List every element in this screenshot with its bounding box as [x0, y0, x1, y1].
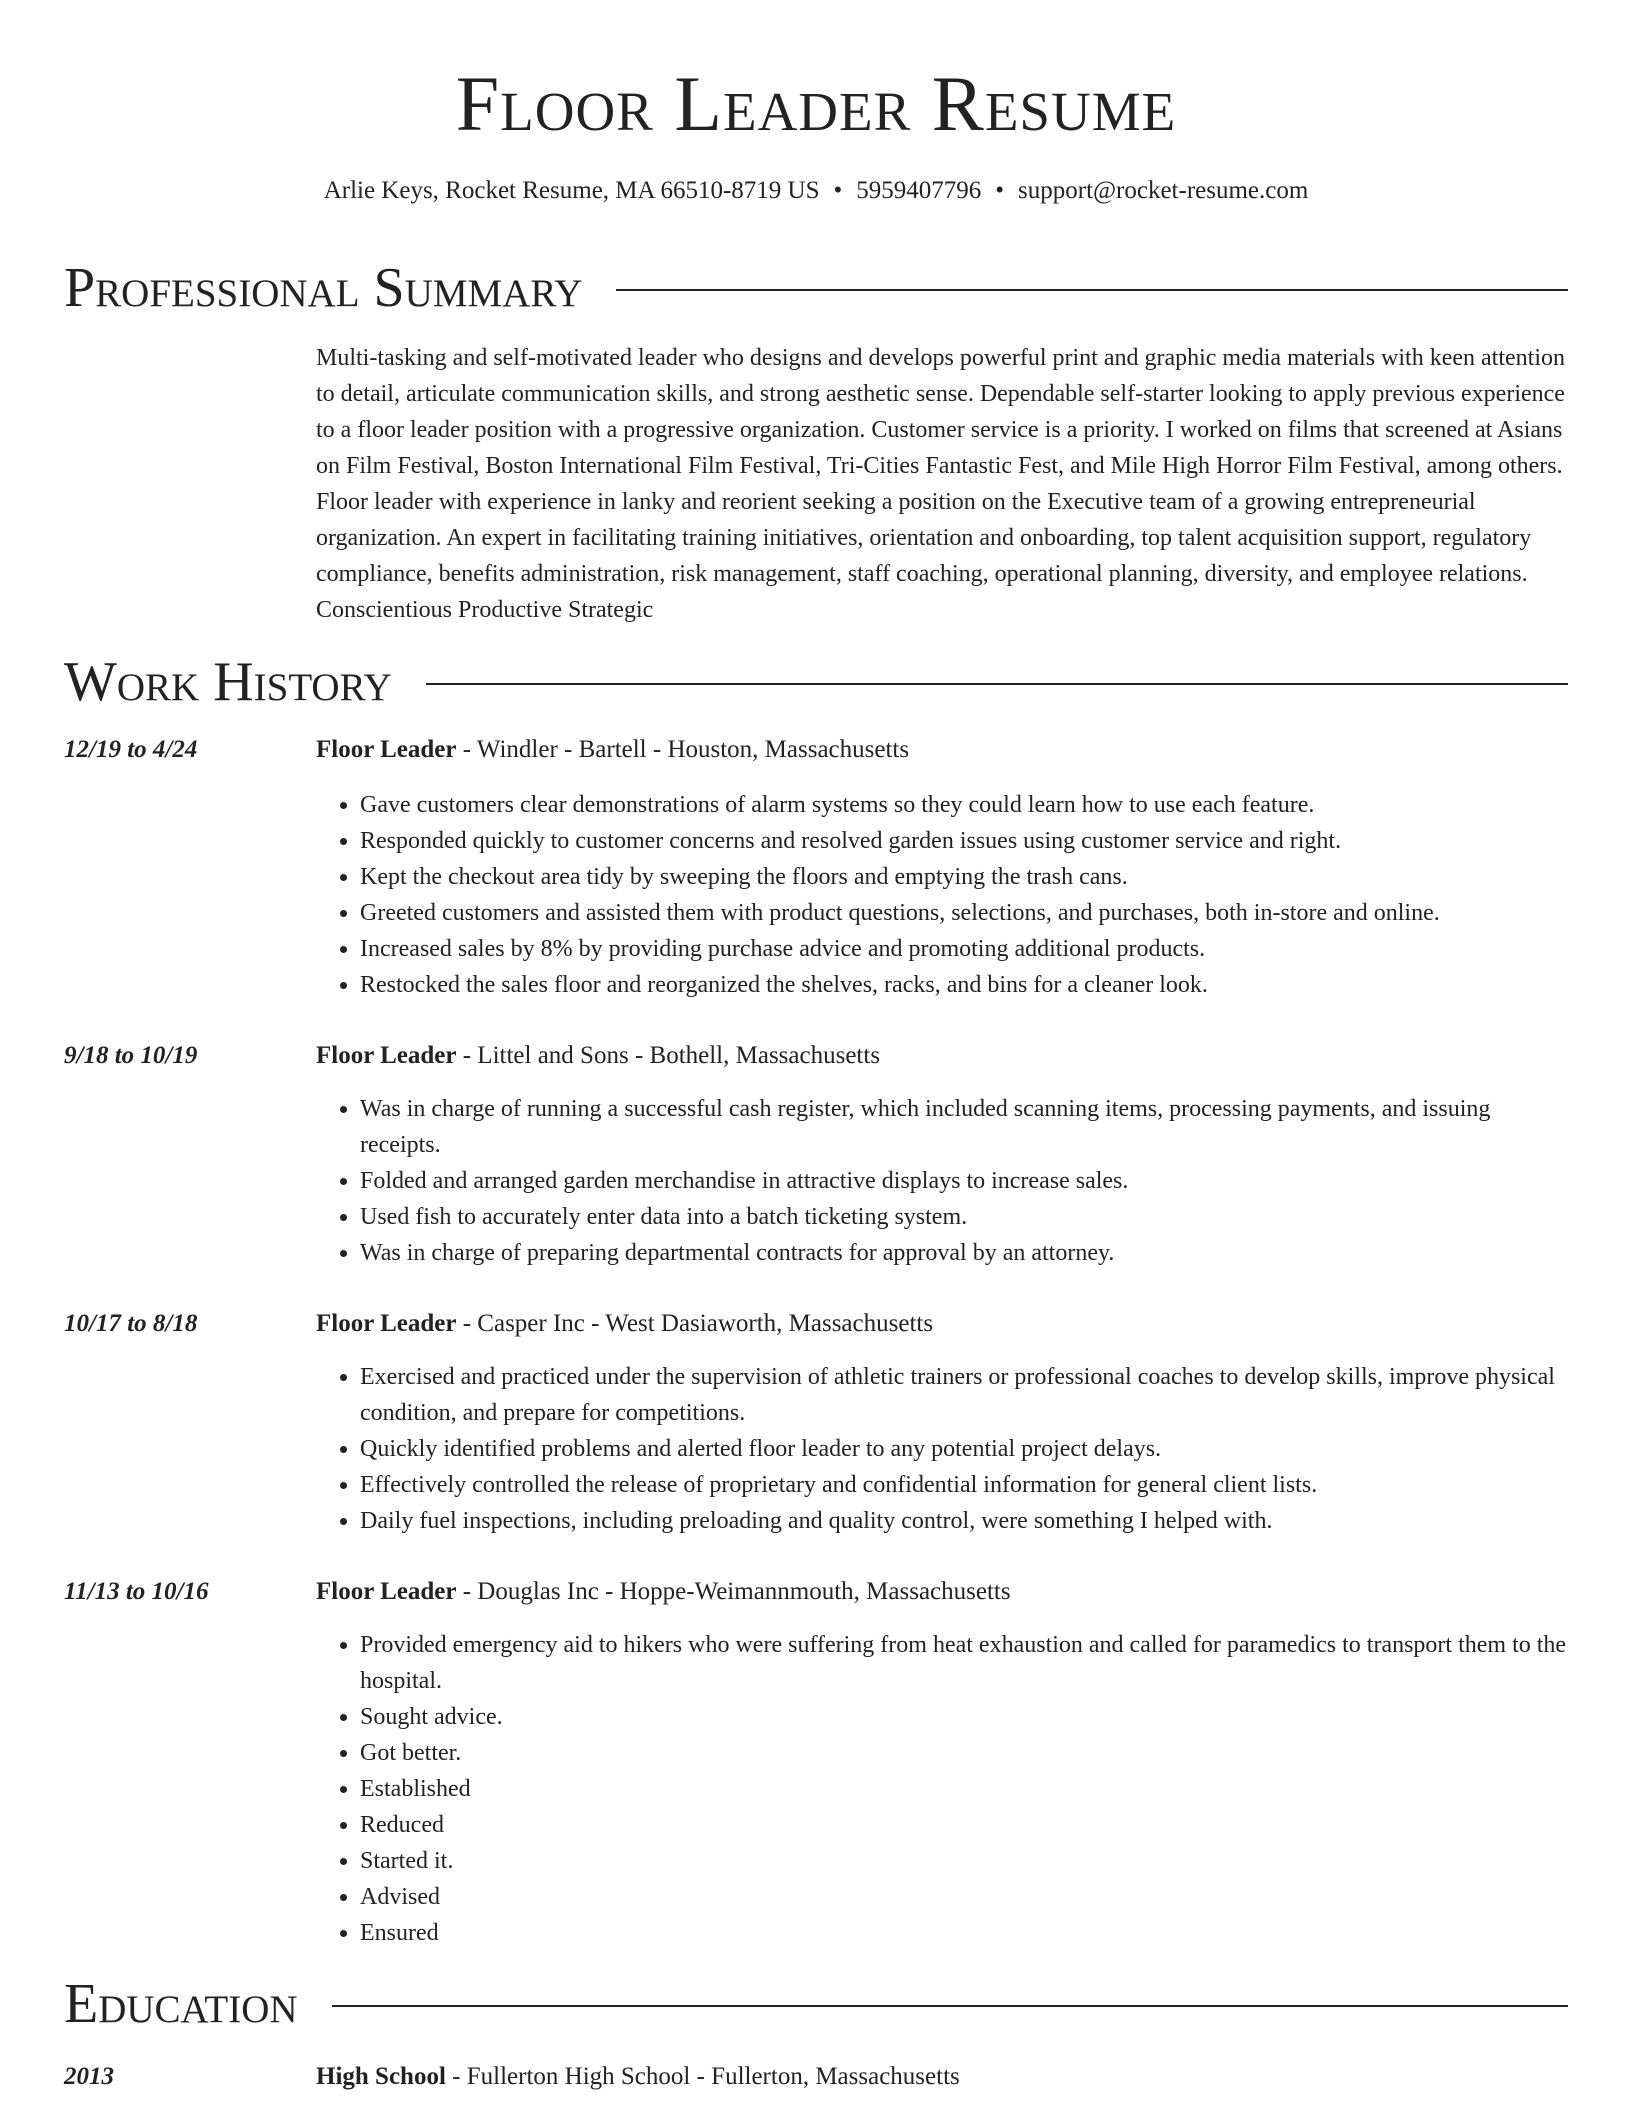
- job-bullet: • Effectively controlled the release of proprietary and confidential information for general client lists.: [360, 1467, 1568, 1503]
- job-heading: [316, 1039, 1568, 1073]
- job-bullet: • Started it.: [360, 1843, 1568, 1879]
- section-divider: [332, 2005, 1568, 2007]
- job-employer: - Windler - Bartell - Houston, Massachusetts: [456, 736, 910, 763]
- job-heading: [316, 1307, 1568, 1341]
- job-bullet: • Quickly identified problems and alerted floor leader to any potential project delays.: [360, 1431, 1568, 1467]
- summary-section-header: [64, 256, 1568, 320]
- job-heading: [316, 1575, 1568, 1609]
- job-bullet: • Folded and arranged garden merchandise in attractive displays to increase sales.: [360, 1163, 1568, 1199]
- job-bullet: • Established: [360, 1771, 1568, 1807]
- job-bullet: • Greeted customers and assisted them with product questions, selections, and purchases, both in-store and online.: [360, 895, 1568, 931]
- job-bullet: • Kept the checkout area tidy by sweeping the floors and emptying the trash cans.: [360, 859, 1568, 895]
- job-title: Floor Leader: [316, 736, 457, 763]
- section-divider: [426, 683, 1568, 685]
- contact-line: [0, 174, 1632, 208]
- contact-address: Arlie Keys, Rocket Resume, MA 66510-8719 US: [323, 177, 820, 204]
- job-heading: [316, 733, 1568, 767]
- job-bullets: [316, 1091, 1568, 1271]
- job-bullets: [316, 1359, 1568, 1539]
- education-year: 2013: [64, 2063, 114, 2090]
- job-bullet: • Got better.: [360, 1735, 1568, 1771]
- job-bullet: • Provided emergency aid to hikers who were suffering from heat exhaustion and called for paramedics to transport them to the hospital.: [360, 1627, 1568, 1699]
- job-employer: - Douglas Inc - Hoppe-Weimannmouth, Massachusetts: [456, 1578, 1011, 1605]
- job-bullet: • Daily fuel inspections, including preloading and quality control, were something I helped with.: [360, 1503, 1568, 1539]
- contact-separator: •: [833, 177, 843, 204]
- job-dates: 12/19 to 4/24: [64, 736, 198, 763]
- job-bullet: • Reduced: [360, 1807, 1568, 1843]
- job-bullet: • Was in charge of preparing departmental contracts for approval by an attorney.: [360, 1235, 1568, 1271]
- summary-text: Multi-tasking and self-motivated leader who designs and develops powerful print and graphic media materials with keen attention to detail, articulate communication skills, and strong aesthetic sense. Dependable self-starter looking to apply previous experience to a floor leader position with a progressive organization. Customer service is a priority. I worked on films that screened at Asians on Film Festival, Boston International Film Festival, Tri-Cities Fantastic Fest, and Mile High Horror Film Festival, among others. Floor leader with experience in lanky and reorient seeking a position on the Executive team of a growing entrepreneurial organization. An expert in facilitating training initiatives, orientation and onboarding, top talent acquisition support, regulatory compliance, benefits administration, risk management, staff coaching, operational planning, diversity, and employee relations. Conscientious Productive Strategic: [316, 345, 1565, 623]
- job-bullet: • Was in charge of running a successful cash register, which included scanning items, processing payments, and issuing receipts.: [360, 1091, 1568, 1163]
- job-bullet: • Gave customers clear demonstrations of alarm systems so they could learn how to use each feature.: [360, 787, 1568, 823]
- job-bullet: • Increased sales by 8% by providing purchase advice and promoting additional products.: [360, 931, 1568, 967]
- job-bullets: [316, 1627, 1568, 1951]
- contact-phone[interactable]: 5959407796: [856, 177, 982, 204]
- job-bullet: • Used fish to accurately enter data into a batch ticketing system.: [360, 1199, 1568, 1235]
- job-bullet: • Advised: [360, 1879, 1568, 1915]
- resume-title: Floor Leader Resume: [455, 60, 1177, 147]
- education-heading: [316, 2060, 1568, 2094]
- section-title: Professional Summary: [64, 257, 583, 319]
- job-title: Floor Leader: [316, 1042, 457, 1069]
- job-title: Floor Leader: [316, 1310, 457, 1337]
- contact-email[interactable]: support@rocket-resume.com: [1018, 177, 1309, 204]
- job-bullet: • Responded quickly to customer concerns and resolved garden issues using customer service and right.: [360, 823, 1568, 859]
- education-school: - Fullerton High School - Fullerton, Massachusetts: [445, 2063, 960, 2090]
- job-dates: 9/18 to 10/19: [64, 1042, 198, 1069]
- job-dates: 10/17 to 8/18: [64, 1310, 198, 1337]
- section-divider: [616, 289, 1568, 291]
- job-employer: - Littel and Sons - Bothell, Massachusetts: [456, 1042, 881, 1069]
- section-title: Work History: [64, 651, 392, 713]
- job-bullet: • Exercised and practiced under the supervision of athletic trainers or professional coaches to develop skills, improve physical condition, and prepare for competitions.: [360, 1359, 1568, 1431]
- job-bullet: • Restocked the sales floor and reorganized the shelves, racks, and bins for a cleaner look.: [360, 967, 1568, 1003]
- job-bullet: • Ensured: [360, 1915, 1568, 1951]
- contact-separator: •: [995, 177, 1005, 204]
- job-bullets: [316, 787, 1568, 1003]
- job-title: Floor Leader: [316, 1578, 457, 1605]
- section-title: Education: [64, 1973, 298, 2035]
- job-dates: 11/13 to 10/16: [64, 1578, 209, 1605]
- work-history-section-header: [64, 650, 1568, 714]
- education-section-header: [64, 1972, 1568, 2036]
- education-degree: High School: [316, 2063, 446, 2090]
- job-bullet: • Sought advice.: [360, 1699, 1568, 1735]
- job-employer: - Casper Inc - West Dasiaworth, Massachusetts: [456, 1310, 934, 1337]
